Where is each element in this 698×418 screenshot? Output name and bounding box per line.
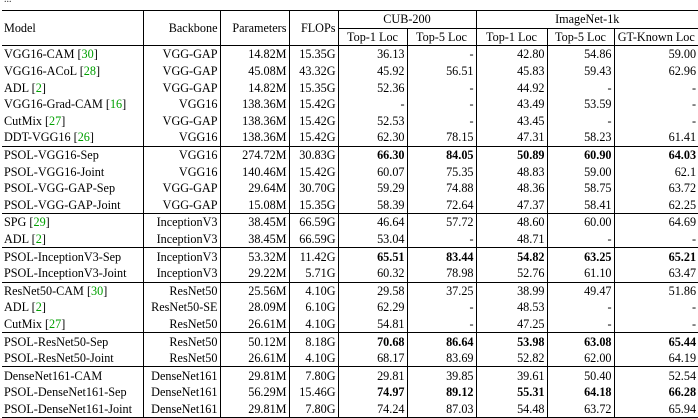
i1-cell: 53.98 <box>476 333 547 350</box>
gt-cell: - <box>691 300 697 315</box>
gt-cell: 64.03 <box>614 146 698 163</box>
c1-cell: 45.92 <box>338 63 407 80</box>
c5-cell: - <box>407 113 476 130</box>
flops-cell: 66.59G <box>289 214 338 231</box>
model-name: CutMix [27] <box>2 316 143 333</box>
backbone-cell: InceptionV3 <box>143 231 220 248</box>
params-cell: 45.08M <box>220 63 289 80</box>
table-row <box>2 333 698 350</box>
i5-cell: 58.75 <box>547 180 614 197</box>
i5-cell: - <box>547 79 614 96</box>
params-cell: 138.36M <box>220 113 289 130</box>
params-cell: 56.29M <box>220 384 289 401</box>
table-row <box>2 79 698 96</box>
params-cell: 38.45M <box>220 231 289 248</box>
header-in-gtknown: GT-Known Loc <box>614 28 698 46</box>
model-name: PSOL-VGG-GAP-Joint <box>2 197 143 214</box>
i1-cell: 47.31 <box>476 129 547 146</box>
c1-cell: 59.29 <box>338 180 407 197</box>
params-cell: 38.45M <box>220 214 289 231</box>
gt-cell: 62.96 <box>668 64 697 79</box>
citation-link[interactable]: 2 <box>35 232 42 247</box>
i1-cell: 48.60 <box>476 214 547 231</box>
c5-cell: - <box>407 96 476 113</box>
flops-cell: 15.42G <box>289 113 338 130</box>
results-table <box>2 10 698 418</box>
i5-cell: 63.25 <box>547 248 614 265</box>
i1-cell: 50.89 <box>476 146 547 163</box>
gt-cell: - <box>691 97 697 112</box>
c5-cell: - <box>407 46 476 63</box>
gt-cell: 65.21 <box>614 248 698 265</box>
flops-cell: 15.46G <box>289 384 338 401</box>
c5-cell: 87.03 <box>407 401 476 418</box>
params-cell: 29.81M <box>220 401 289 418</box>
gt-cell: - <box>691 316 697 331</box>
flops-cell: 7.80G <box>289 367 338 384</box>
model-name: PSOL-VGG16-Sep <box>2 146 143 163</box>
citation-link[interactable]: 30 <box>81 47 94 62</box>
params-cell: 25.56M <box>220 282 289 299</box>
i5-cell: 60.00 <box>547 214 614 231</box>
gt-cell: 59.00 <box>668 47 697 62</box>
c1-cell: 54.81 <box>338 316 407 333</box>
c1-cell: 60.32 <box>338 265 407 282</box>
gt-cell: 65.94 <box>614 401 698 418</box>
i1-cell: 55.31 <box>476 384 547 401</box>
gt-cell: 63.47 <box>668 266 697 281</box>
model-name: VGG16-ACoL [28] <box>2 63 143 80</box>
citation-link[interactable]: 29 <box>33 215 46 230</box>
params-cell: 15.08M <box>220 197 289 214</box>
c5-cell: - <box>407 316 476 333</box>
table-row <box>2 96 698 113</box>
gt-cell: 62.1 <box>674 164 697 179</box>
flops-cell: 4.10G <box>289 282 338 299</box>
gt-cell: 52.54 <box>614 367 698 384</box>
flops-cell: 6.10G <box>289 299 338 316</box>
backbone-cell: DenseNet161 <box>143 384 220 401</box>
backbone-cell: VGG-GAP <box>143 113 220 130</box>
citation-link[interactable]: 26 <box>77 130 90 145</box>
table-row <box>2 113 698 130</box>
i5-cell: 62.00 <box>547 350 614 367</box>
backbone-cell: VGG16 <box>143 163 220 180</box>
flops-cell: 4.10G <box>289 350 338 367</box>
model-name: PSOL-InceptionV3-Joint <box>2 265 143 282</box>
i1-cell: 52.82 <box>476 350 547 367</box>
backbone-cell: VGG16 <box>143 96 220 113</box>
table-row <box>2 350 698 367</box>
table-row <box>2 299 698 316</box>
i5-cell: 64.18 <box>547 384 614 401</box>
flops-cell: 30.70G <box>289 180 338 197</box>
c5-cell: 84.05 <box>407 146 476 163</box>
i1-cell: 48.36 <box>476 180 547 197</box>
citation-link[interactable]: 2 <box>35 300 42 315</box>
c1-cell: 53.04 <box>338 231 407 248</box>
model-name: VGG16-Grad-CAM [16] <box>2 96 143 113</box>
table-row <box>2 316 698 333</box>
table-row <box>2 214 698 231</box>
gt-cell: 62.25 <box>668 197 697 212</box>
c1-cell: 29.81 <box>338 367 407 384</box>
params-cell: 26.61M <box>220 316 289 333</box>
citation-link[interactable]: 27 <box>49 113 62 128</box>
model-name: DenseNet161-CAM <box>2 367 143 384</box>
i1-cell: 43.45 <box>476 113 547 130</box>
table-row <box>2 231 698 248</box>
flops-cell: 8.18G <box>289 333 338 350</box>
i5-cell: 63.08 <box>547 333 614 350</box>
c1-cell: 70.68 <box>338 333 407 350</box>
model-name: PSOL-VGG-GAP-Sep <box>2 180 143 197</box>
backbone-cell: ResNet50 <box>143 350 220 367</box>
model-name: PSOL-DenseNet161-Sep <box>2 384 143 401</box>
params-cell: 138.36M <box>220 129 289 146</box>
table-row <box>2 63 698 80</box>
table-row <box>2 384 698 401</box>
gt-cell: 64.69 <box>614 214 698 231</box>
i1-cell: 54.48 <box>476 401 547 418</box>
table-row <box>2 282 698 299</box>
gt-cell: 65.44 <box>614 333 698 350</box>
table-row <box>2 146 698 163</box>
citation-link[interactable]: 28 <box>83 64 96 79</box>
table-row <box>2 248 698 265</box>
header-imagenet: ImageNet-1k <box>476 11 698 29</box>
i5-cell: 50.40 <box>547 367 614 384</box>
table-row <box>2 46 698 63</box>
c5-cell: 72.64 <box>407 197 476 214</box>
header-cub: CUB-200 <box>338 11 476 29</box>
backbone-cell: VGG-GAP <box>143 197 220 214</box>
backbone-cell: ResNet50-SE <box>143 299 220 316</box>
c5-cell: 37.25 <box>407 282 476 299</box>
c5-cell: 78.15 <box>407 129 476 146</box>
i5-cell: 49.47 <box>547 282 614 299</box>
top-text-fragment <box>4 0 12 4</box>
backbone-cell: ResNet50 <box>143 316 220 333</box>
params-cell: 28.09M <box>220 299 289 316</box>
c1-cell: 29.58 <box>338 282 407 299</box>
backbone-cell: VGG-GAP <box>143 180 220 197</box>
flops-cell: 15.42G <box>289 96 338 113</box>
table-row <box>2 197 698 214</box>
i1-cell: 48.53 <box>476 299 547 316</box>
i5-cell: 61.10 <box>547 265 614 282</box>
params-cell: 29.64M <box>220 180 289 197</box>
i1-cell: 44.92 <box>476 79 547 96</box>
c1-cell: 68.17 <box>338 350 407 367</box>
c1-cell: - <box>338 96 407 113</box>
params-cell: 50.12M <box>220 333 289 350</box>
c5-cell: 75.35 <box>407 163 476 180</box>
i1-cell: 45.83 <box>476 63 547 80</box>
header-model: Model <box>2 11 143 46</box>
table-row <box>2 401 698 418</box>
c1-cell: 52.36 <box>338 79 407 96</box>
c1-cell: 74.97 <box>338 384 407 401</box>
i5-cell: 54.86 <box>547 46 614 63</box>
flops-cell: 5.71G <box>289 265 338 282</box>
params-cell: 140.46M <box>220 163 289 180</box>
header-cub-top5: Top-5 Loc <box>407 28 476 46</box>
table-row <box>2 180 698 197</box>
backbone-cell: InceptionV3 <box>143 248 220 265</box>
gt-cell: 64.19 <box>668 351 697 366</box>
c5-cell: 56.51 <box>407 63 476 80</box>
c5-cell: 86.64 <box>407 333 476 350</box>
table-row <box>2 265 698 282</box>
params-cell: 26.61M <box>220 350 289 367</box>
header-parameters: Parameters <box>220 11 289 46</box>
c5-cell: 83.69 <box>407 350 476 367</box>
flops-cell: 15.35G <box>289 197 338 214</box>
backbone-cell: DenseNet161 <box>143 367 220 384</box>
header-cub-top1: Top-1 Loc <box>338 28 407 46</box>
c1-cell: 52.53 <box>338 113 407 130</box>
c5-cell: - <box>407 79 476 96</box>
c1-cell: 60.07 <box>338 163 407 180</box>
model-name: VGG16-CAM [30] <box>2 46 143 63</box>
table-row <box>2 129 698 146</box>
flops-cell: 15.35G <box>289 46 338 63</box>
i1-cell: 38.99 <box>476 282 547 299</box>
backbone-cell: VGG16 <box>143 146 220 163</box>
backbone-cell: InceptionV3 <box>143 214 220 231</box>
i5-cell: - <box>547 299 614 316</box>
model-name: DDT-VGG16 [26] <box>2 129 143 146</box>
gt-cell: 51.86 <box>614 282 698 299</box>
citation-link[interactable]: 27 <box>49 316 62 331</box>
i1-cell: 48.83 <box>476 163 547 180</box>
c1-cell: 66.30 <box>338 146 407 163</box>
c1-cell: 74.24 <box>338 401 407 418</box>
flops-cell: 11.42G <box>289 248 338 265</box>
c5-cell: 57.72 <box>407 214 476 231</box>
citation-link[interactable]: 2 <box>35 80 42 95</box>
i5-cell: 53.59 <box>547 96 614 113</box>
gt-cell: 63.72 <box>668 181 697 196</box>
c5-cell: 83.44 <box>407 248 476 265</box>
citation-link[interactable]: 30 <box>91 283 104 298</box>
model-name: ADL [2] <box>2 299 143 316</box>
params-cell: 14.82M <box>220 79 289 96</box>
i5-cell: 59.43 <box>547 63 614 80</box>
gt-cell: - <box>691 80 697 95</box>
header-in-top1: Top-1 Loc <box>476 28 547 46</box>
model-name: ResNet50-CAM [30] <box>2 282 143 299</box>
c1-cell: 58.39 <box>338 197 407 214</box>
backbone-cell: VGG16 <box>143 129 220 146</box>
gt-cell: - <box>691 113 697 128</box>
i5-cell: 58.41 <box>547 197 614 214</box>
model-name: ADL [2] <box>2 79 143 96</box>
backbone-cell: VGG-GAP <box>143 46 220 63</box>
params-cell: 29.81M <box>220 367 289 384</box>
c5-cell: - <box>407 231 476 248</box>
c5-cell: - <box>407 299 476 316</box>
i5-cell: - <box>547 231 614 248</box>
params-cell: 138.36M <box>220 96 289 113</box>
header-in-top5: Top-5 Loc <box>547 28 614 46</box>
backbone-cell: DenseNet161 <box>143 401 220 418</box>
i5-cell: - <box>547 113 614 130</box>
model-name: PSOL-ResNet50-Sep <box>2 333 143 350</box>
model-name: SPG [29] <box>2 214 143 231</box>
header-row-1 <box>2 11 698 29</box>
flops-cell: 30.83G <box>289 146 338 163</box>
c1-cell: 46.64 <box>338 214 407 231</box>
model-name: ADL [2] <box>2 231 143 248</box>
c1-cell: 62.29 <box>338 299 407 316</box>
i5-cell: - <box>547 316 614 333</box>
c1-cell: 36.13 <box>338 46 407 63</box>
flops-cell: 4.10G <box>289 316 338 333</box>
i5-cell: 63.72 <box>547 401 614 418</box>
backbone-cell: VGG-GAP <box>143 63 220 80</box>
header-flops: FLOPs <box>289 11 338 46</box>
table-row <box>2 163 698 180</box>
params-cell: 274.72M <box>220 146 289 163</box>
i5-cell: 59.00 <box>547 163 614 180</box>
gt-cell: 66.28 <box>668 385 697 400</box>
backbone-cell: ResNet50 <box>143 282 220 299</box>
i1-cell: 52.76 <box>476 265 547 282</box>
flops-cell: 66.59G <box>289 231 338 248</box>
gt-cell: 61.41 <box>668 130 697 145</box>
c5-cell: 74.88 <box>407 180 476 197</box>
i1-cell: 47.25 <box>476 316 547 333</box>
model-name: PSOL-InceptionV3-Sep <box>2 248 143 265</box>
c1-cell: 62.30 <box>338 129 407 146</box>
i5-cell: 60.90 <box>547 146 614 163</box>
i1-cell: 54.82 <box>476 248 547 265</box>
i1-cell: 43.49 <box>476 96 547 113</box>
gt-cell: - <box>691 232 697 247</box>
i1-cell: 48.71 <box>476 231 547 248</box>
table-row <box>2 367 698 384</box>
c5-cell: 89.12 <box>407 384 476 401</box>
params-cell: 14.82M <box>220 46 289 63</box>
params-cell: 53.32M <box>220 248 289 265</box>
i1-cell: 47.37 <box>476 197 547 214</box>
c1-cell: 65.51 <box>338 248 407 265</box>
backbone-cell: VGG-GAP <box>143 79 220 96</box>
flops-cell: 15.35G <box>289 79 338 96</box>
backbone-cell: ResNet50 <box>143 333 220 350</box>
model-name: CutMix [27] <box>2 113 143 130</box>
header-backbone: Backbone <box>143 11 220 46</box>
params-cell: 29.22M <box>220 265 289 282</box>
model-name: PSOL-VGG16-Joint <box>2 163 143 180</box>
flops-cell: 15.42G <box>289 129 338 146</box>
i5-cell: 58.23 <box>547 129 614 146</box>
flops-cell: 43.32G <box>289 63 338 80</box>
c5-cell: 39.85 <box>407 367 476 384</box>
c5-cell: 78.98 <box>407 265 476 282</box>
model-name: PSOL-ResNet50-Joint <box>2 350 143 367</box>
i1-cell: 39.61 <box>476 367 547 384</box>
model-name: PSOL-DenseNet161-Joint <box>2 401 143 418</box>
i1-cell: 42.80 <box>476 46 547 63</box>
backbone-cell: InceptionV3 <box>143 265 220 282</box>
flops-cell: 7.80G <box>289 401 338 418</box>
citation-link[interactable]: 16 <box>109 97 123 112</box>
flops-cell: 15.42G <box>289 163 338 180</box>
